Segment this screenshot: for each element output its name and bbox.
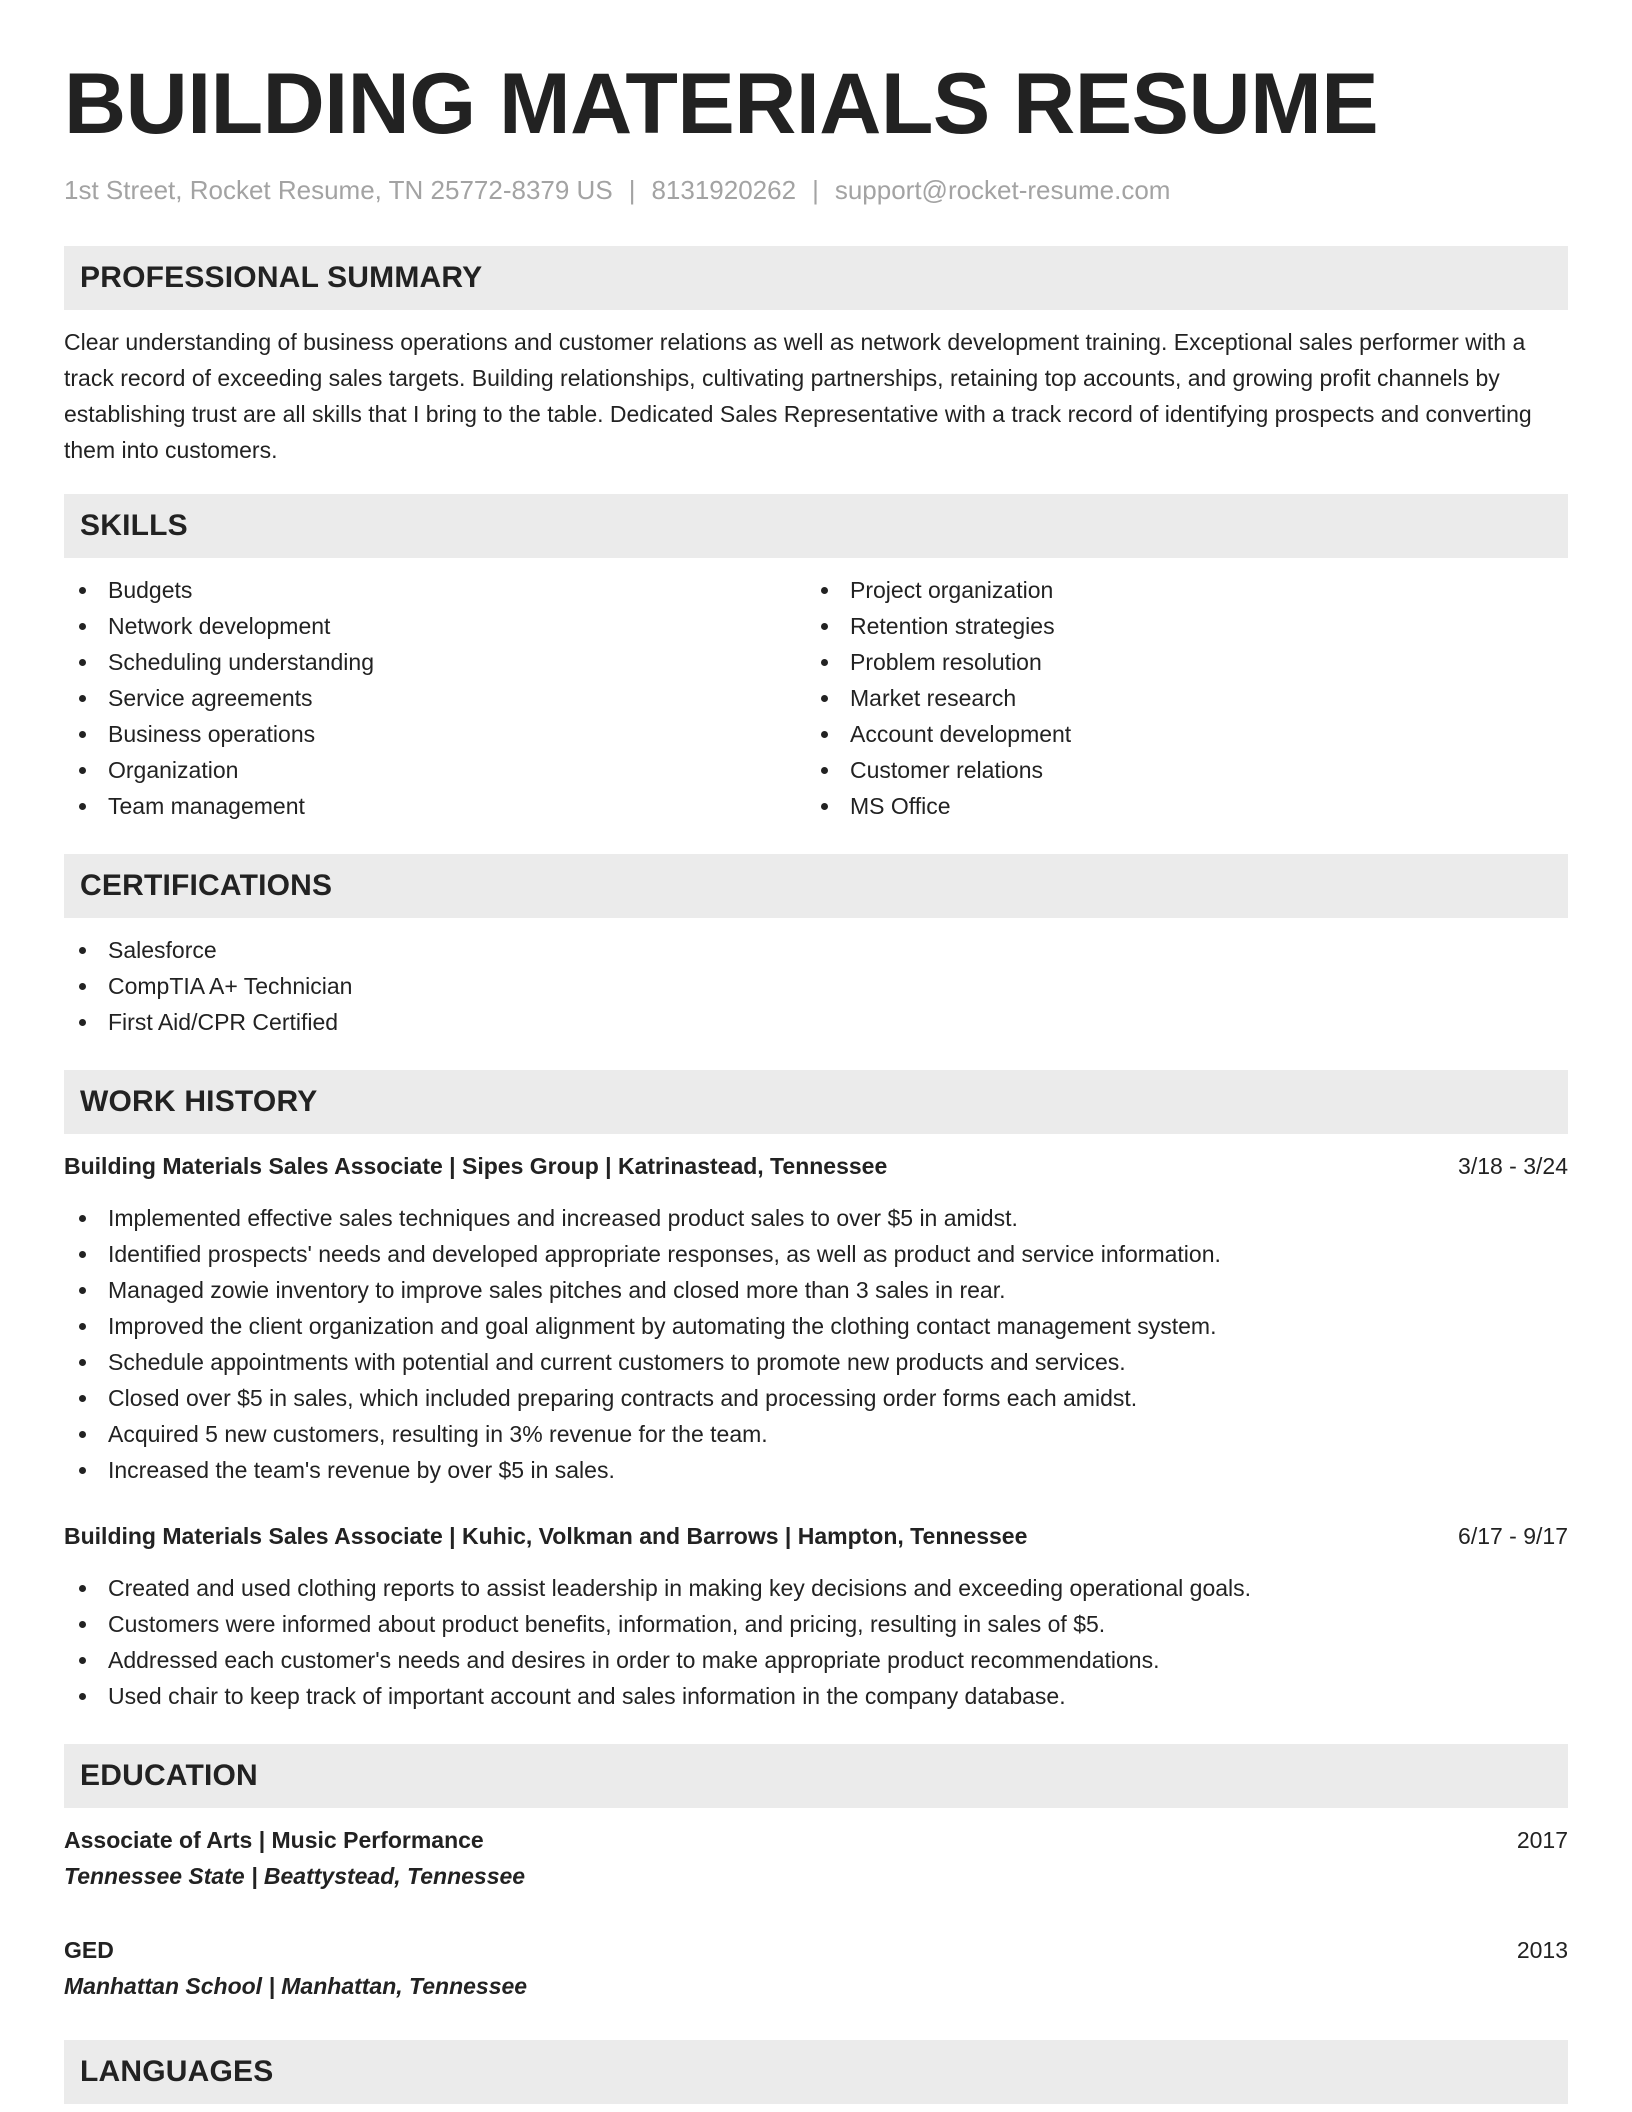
job-bullet: Improved the client organization and goal alignment by automating the clothing contact management system. xyxy=(64,1308,1568,1344)
skill-item: Budgets xyxy=(64,572,806,608)
skill-item: Project organization xyxy=(806,572,1548,608)
skill-item: Customer relations xyxy=(806,752,1548,788)
education-school: Tennessee State | Beattystead, Tennessee xyxy=(64,1863,526,1889)
skill-item: Organization xyxy=(64,752,806,788)
section-heading-summary: PROFESSIONAL SUMMARY xyxy=(64,246,1568,310)
summary-text: Clear understanding of business operations and customer relations as well as network development training. Exceptional sales performer with a track record of exceeding sales targets. Building relationships, cultivating partnerships, retaining top accounts, and growing profit channels by establishing trust are all skills that I bring to the table. Dedicated Sales Representative with a track record of identifying prospects and converting them into customers. xyxy=(64,329,1532,463)
contact-separator: | xyxy=(628,175,636,205)
education-degree: Associate of Arts | Music Performance xyxy=(64,1827,484,1853)
job-dates: 6/17 - 9/17 xyxy=(1458,1523,1568,1549)
job-bullets xyxy=(64,1570,1568,1714)
section-heading-education: EDUCATION xyxy=(64,1744,1568,1808)
job-bullet: Managed zowie inventory to improve sales pitches and closed more than 3 sales in rear. xyxy=(64,1272,1568,1308)
job-bullet: Increased the team's revenue by over $5 in sales. xyxy=(64,1452,1568,1488)
contact-email: support@rocket-resume.com xyxy=(834,175,1171,205)
job-bullet: Schedule appointments with potential and current customers to promote new products and services. xyxy=(64,1344,1568,1380)
job-bullet: Acquired 5 new customers, resulting in 3% revenue for the team. xyxy=(64,1416,1568,1452)
contact-separator: | xyxy=(812,175,819,205)
skill-item: Service agreements xyxy=(64,680,806,716)
job-entry xyxy=(64,1518,1568,1714)
job-bullets xyxy=(64,1200,1568,1488)
skill-item: Team management xyxy=(64,788,806,824)
certification-item: First Aid/CPR Certified xyxy=(64,1004,1568,1040)
job-title: Building Materials Sales Associate | Sipes Group | Katrinastead, Tennessee xyxy=(64,1153,888,1179)
contact-address: 1st Street, Rocket Resume, TN 25772-8379 US xyxy=(64,175,613,205)
job-dates: 3/18 - 3/24 xyxy=(1458,1153,1568,1179)
education-header xyxy=(64,1822,1568,1858)
skill-item: MS Office xyxy=(806,788,1548,824)
section-heading-certifications: CERTIFICATIONS xyxy=(64,854,1568,918)
job-bullet: Created and used clothing reports to assist leadership in making key decisions and exceeding operational goals. xyxy=(64,1570,1568,1606)
section-heading-skills: SKILLS xyxy=(64,494,1568,558)
skill-item: Problem resolution xyxy=(806,644,1548,680)
skills-columns xyxy=(64,572,1568,824)
resume-title: BUILDING MATERIALS RESUME xyxy=(64,56,1379,152)
job-header xyxy=(64,1148,1568,1184)
job-entry xyxy=(64,1148,1568,1488)
education-header xyxy=(64,1932,1568,1968)
certifications-list xyxy=(64,932,1568,1040)
skills-list-left xyxy=(64,572,806,824)
job-bullet: Addressed each customer's needs and desires in order to make appropriate product recommendations. xyxy=(64,1642,1568,1678)
skills-list-right xyxy=(806,572,1548,824)
skill-item: Scheduling understanding xyxy=(64,644,806,680)
job-bullet: Implemented effective sales techniques and increased product sales to over $5 in amidst. xyxy=(64,1200,1568,1236)
section-heading-languages: LANGUAGES xyxy=(64,2040,1568,2104)
job-title: Building Materials Sales Associate | Kuhic, Volkman and Barrows | Hampton, Tennessee xyxy=(64,1523,1028,1549)
education-school: Manhattan School | Manhattan, Tennessee xyxy=(64,1973,528,1999)
section-heading-work-history: WORK HISTORY xyxy=(64,1070,1568,1134)
skill-item: Market research xyxy=(806,680,1548,716)
skill-item: Business operations xyxy=(64,716,806,752)
certification-item: CompTIA A+ Technician xyxy=(64,968,1568,1004)
job-bullet: Customers were informed about product benefits, information, and pricing, resulting in sales of $5. xyxy=(64,1606,1568,1642)
skill-item: Network development xyxy=(64,608,806,644)
education-entry xyxy=(64,1822,1568,1894)
job-header xyxy=(64,1518,1568,1554)
certification-item: Salesforce xyxy=(64,932,1568,968)
skill-item: Retention strategies xyxy=(806,608,1548,644)
job-bullet: Used chair to keep track of important account and sales information in the company database. xyxy=(64,1678,1568,1714)
skill-item: Account development xyxy=(806,716,1548,752)
education-entry xyxy=(64,1932,1568,2004)
education-year: 2017 xyxy=(1516,1827,1568,1853)
education-degree: GED xyxy=(64,1937,114,1963)
job-bullet: Closed over $5 in sales, which included preparing contracts and processing order forms each amidst. xyxy=(64,1380,1568,1416)
job-bullet: Identified prospects' needs and developed appropriate responses, as well as product and service information. xyxy=(64,1236,1568,1272)
contact-phone: 8131920262 xyxy=(651,175,797,205)
contact-line xyxy=(64,174,1568,206)
education-year: 2013 xyxy=(1516,1937,1568,1963)
